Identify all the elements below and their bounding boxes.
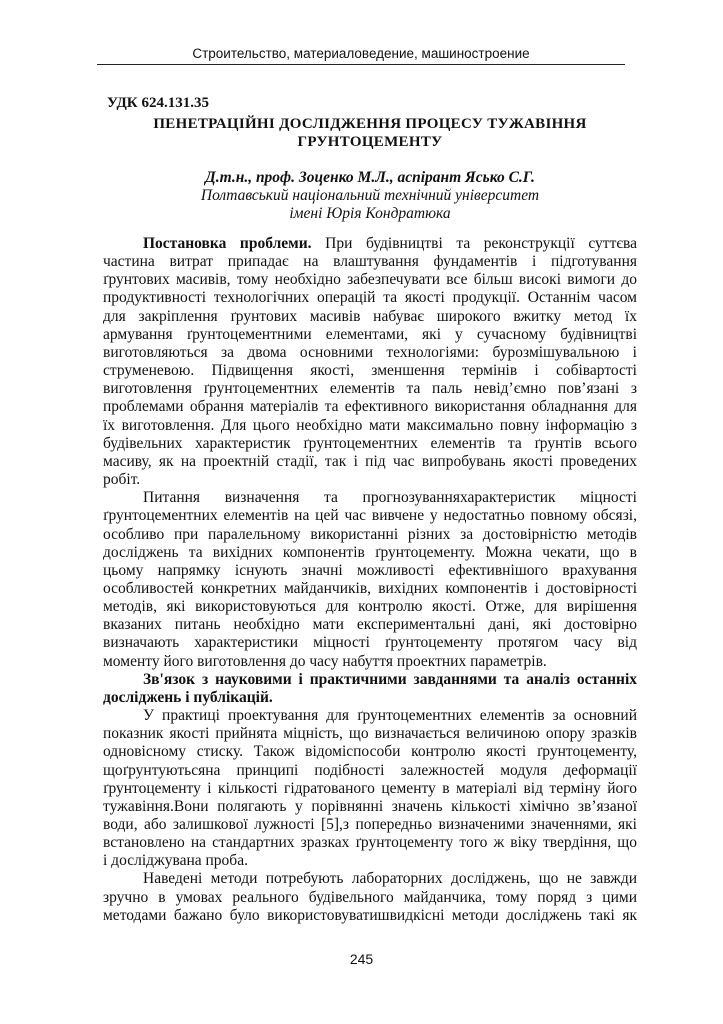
text-line [103,689,637,707]
line-text: робіт. [103,471,141,489]
line-text: будівельних характеристик ґрунтоцементних елементів та ґрунтів всього [103,434,637,452]
line-text: зручно в умовах реального будівельного майданчика, тому поряд з цими [103,888,637,906]
author-block [103,169,637,223]
text-line [103,471,637,489]
line-text: Наведені методи потребують лабораторних досліджень, що не завжди [143,870,637,888]
text-line [103,398,637,416]
line-text: цьому напрямку існують значні можливості ефективнішого врахування [103,561,637,579]
article-body [103,235,637,925]
line-text: армування ґрунтоцементними елементами, які у сучасному будівництві [103,325,637,343]
affiliation-line: імені Юрія Кондратюка [289,205,451,222]
page-number: 245 [349,951,374,967]
paragraph-lead: Постановка проблеми. [143,235,312,252]
line-text: досліджень і публікацій. [103,688,273,706]
text-line [103,362,637,380]
text-line [103,834,637,852]
affiliation-line: Полтавський національний технічний університет [200,187,540,204]
line-text: визначають характеристики міцності ґрунтоцементу протягом часу від [103,634,637,652]
line-text: особливо при паралельному використанні різних за достовірністю методів [103,525,637,543]
text-line [103,308,637,326]
line-text: частина витрат припадає на влаштування фундаментів і підготування [103,253,637,271]
article-title [103,115,637,151]
line-text: ґрунтових масивів, тому необхідно забезпечувати все більш високі вимоги до [103,271,637,289]
text-line [103,289,637,307]
line-text: щоґрунтуютьсяна принципі подібності залежностей модуля деформації [103,761,637,779]
section-heading [103,671,637,707]
text-line [103,489,637,507]
authors: Д.т.н., проф. Зоценко М.Л., аспірант Ясько С.Г. [205,169,535,186]
text-line [103,380,637,398]
line-text: ґрунтоцементу і кількості гідратованого цементу в матеріалі від терміну його [103,779,637,797]
line-text: встановлено на стандартних зразках ґрунтоцементу того ж віку твердіння, що [103,834,637,852]
text-line [103,253,637,271]
line-text: При будівництві та реконструкції суттєва [325,235,637,252]
text-line [103,562,637,580]
line-text: для закріплення ґрунтових масивів набуває широкого вжитку метод їх [103,307,637,325]
text-line [103,707,637,725]
line-text: масиву, як на проектній стадії, так і під час випробувань якості проведених [103,452,637,470]
text-line [103,634,637,652]
line-text: одновісному стиску. Також відоміспособи контролю якості ґрунтоцементу, [103,743,637,761]
text-line [103,780,637,798]
text-line [103,798,637,816]
text-line [103,598,637,616]
text-line [103,889,637,907]
text-line [103,417,637,435]
line-text: У практиці проектування для ґрунтоцементних елементів за основний [143,707,637,725]
line-text: ґрунтоцементних елементів на цей час вивчене у недостатньо повному обсязі, [103,507,637,525]
line-text: води, або залишкової лужності [5],з попередньо визначеними значеннями, які [103,816,637,833]
text-line [103,816,637,834]
line-text: Питання визначення та прогнозуванняхарактеристик міцності [143,489,637,507]
line-text: струменевою. Підвищення якості, зменшення термінів і собівартості [103,362,637,380]
line-text: методів, які використовуються для контролю якості. Отже, для вирішення [103,598,637,616]
line-text: і досліджувана проба. [103,852,248,870]
text-line [103,235,637,253]
text-line [103,725,637,743]
text-line [103,344,637,362]
running-header: Строительство, материаловедение, машиностроение [97,45,625,65]
udk-code: УДК 624.131.35 [107,95,209,111]
text-line [103,907,637,925]
line-text: особливостей конкретних майданчиків, вихідних компонентів і достовірності [103,579,637,597]
text-line [103,671,637,689]
paragraph [103,235,637,489]
line-text: методами бажано було використовуватишвидкісні методи досліджень такі як [103,906,637,924]
title-line: ГРУНТОЦЕМЕНТУ [297,134,443,150]
line-text: проблемами обрання матеріалів та ефективного використання обладнання для [103,398,637,416]
text-line [103,326,637,344]
text-line [103,271,637,289]
text-line [103,616,637,634]
line-text: досліджень та вихідних компонентів ґрунтоцементу. Можна чекати, що в [103,543,637,561]
line-text: їх виготовлення. Для цього необхідно мати максимально повну інформацію з [103,416,637,434]
text-line [103,453,637,471]
text-line [103,580,637,598]
line-text: виготовлення ґрунтоцементних елементів та паль невід’ємно пов’язані з [103,380,637,398]
line-text: моменту його виготовлення до часу набуття проектних параметрів. [103,652,547,670]
text-line [103,852,637,870]
text-line [103,653,637,671]
line-text: продуктивності технологічних операцій та якості продукції. Останнім часом [103,289,637,307]
line-text: виготовляються за двома основними технологіями: бурозмішувальною і [103,343,637,361]
paragraph [103,707,637,870]
text-line [103,762,637,780]
line-text: вказаних питань необхідно мати експериментальні дані, які достовірно [103,616,637,634]
paragraph [103,870,637,924]
text-line [103,526,637,544]
paragraph [103,489,637,671]
text-line [103,870,637,888]
line-text: тужавіння.Вони полягають у порівнянні значень кількості хімічно зв’язаної [103,797,637,815]
title-line: ПЕНЕТРАЦІЙНІ ДОСЛІДЖЕННЯ ПРОЦЕСУ ТУЖАВІННЯ [153,116,587,132]
text-line [103,743,637,761]
line-text: Зв'язок з науковими і практичними завданнями та аналіз останніх [143,670,637,688]
text-line [103,544,637,562]
text-line [103,435,637,453]
line-text: показник якості прийнята міцність, що визначається величиною опору зразків [103,725,637,743]
text-line [103,507,637,525]
